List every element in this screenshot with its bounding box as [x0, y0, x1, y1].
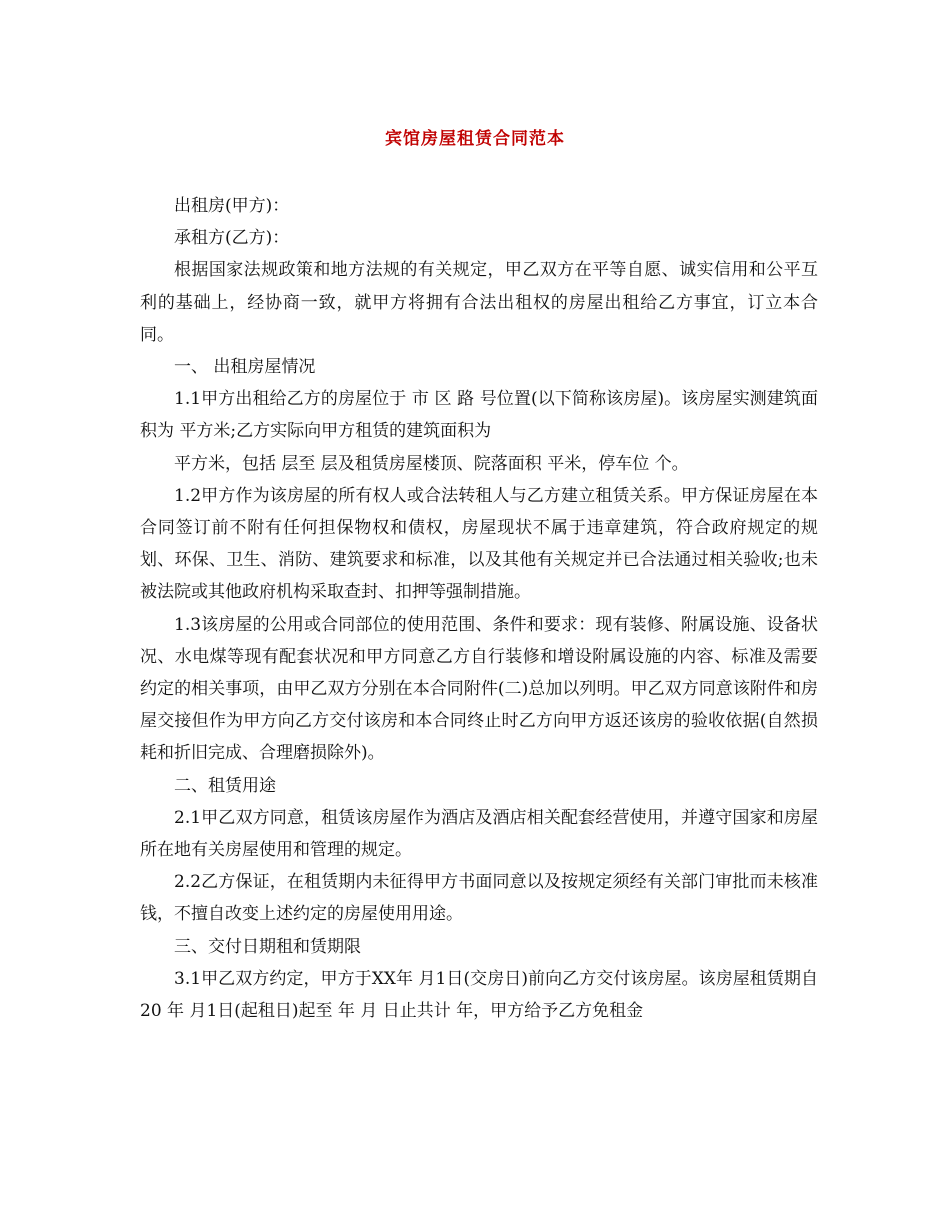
clause-2-1: 2.1甲乙双方同意，租赁该房屋作为酒店及酒店相关配套经营使用，并遵守国家和房屋所在地有关房屋使用和管理的规定。: [140, 807, 818, 861]
document-body: [140, 190, 818, 1027]
clause-1-1-continuation: 平方米，包括 层至 层及租赁房屋楼顶、院落面积 平米，停车位 个。: [174, 453, 689, 474]
document-title: 宾馆房屋租赁合同范本: [385, 129, 565, 149]
section-heading-2: 二、租赁用途: [174, 775, 276, 796]
clause-3-1: 3.1甲乙双方约定，甲方于XX年 月1日(交房日)前向乙方交付该房屋。该房屋租赁期自20 年 月1日(起租日)起至 年 月 日止共计 年，甲方给予乙方免租金: [140, 968, 818, 1022]
clause-2-2: 2.2乙方保证，在租赁期内未征得甲方书面同意以及按规定须经有关部门审批而未核准钱，不擅自改变上述约定的房屋使用用途。: [140, 872, 818, 925]
party-b-line: 承租方(乙方)：: [174, 228, 290, 249]
clause-1-1: 1.1甲方出租给乙方的房屋位于 市 区 路 号位置(以下简称该房屋)。该房屋实测建筑面积为 平方米;乙方实际向甲方租赁的建筑面积为: [140, 389, 818, 442]
clause-1-2: 1.2甲方作为该房屋的所有权人或合法转租人与乙方建立租赁关系。甲方保证房屋在本合同签订前不附有任何担保物权和债权，房屋现状不属于违章建筑，符合政府规定的规划、环保、卫生、消防、建筑要求和标准，以及其他有关规定并已合法通过相关验收;也未被法院或其他政府机构采取查封、扣押等强制措施。: [140, 485, 818, 603]
clause-1-3: 1.3该房屋的公用或合同部位的使用范围、条件和要求：现有装修、附属设施、设备状况、水电煤等现有配套状况和甲方同意乙方自行装修和增设附属设施的内容、标准及需要约定的相关事项，由甲乙双方分别在本合同附件(二)总加以列明。甲乙双方同意该附件和房屋交接但作为甲方向乙方交付该房和本合同终止时乙方向甲方返还该房的验收依据(自然损耗和折旧完成、合理磨损除外)。: [140, 614, 818, 764]
section-heading-1: 一、 出租房屋情况: [174, 357, 316, 378]
preamble-paragraph: 根据国家法规政策和地方法规的有关规定，甲乙双方在平等自愿、诚实信用和公平互利的基础上，经协商一致，就甲方将拥有合法出租权的房屋出租给乙方事宜，订立本合同。: [140, 260, 818, 345]
section-heading-3: 三、交付日期租和赁期限: [174, 936, 361, 957]
party-a-line: 出租房(甲方)：: [174, 196, 290, 216]
